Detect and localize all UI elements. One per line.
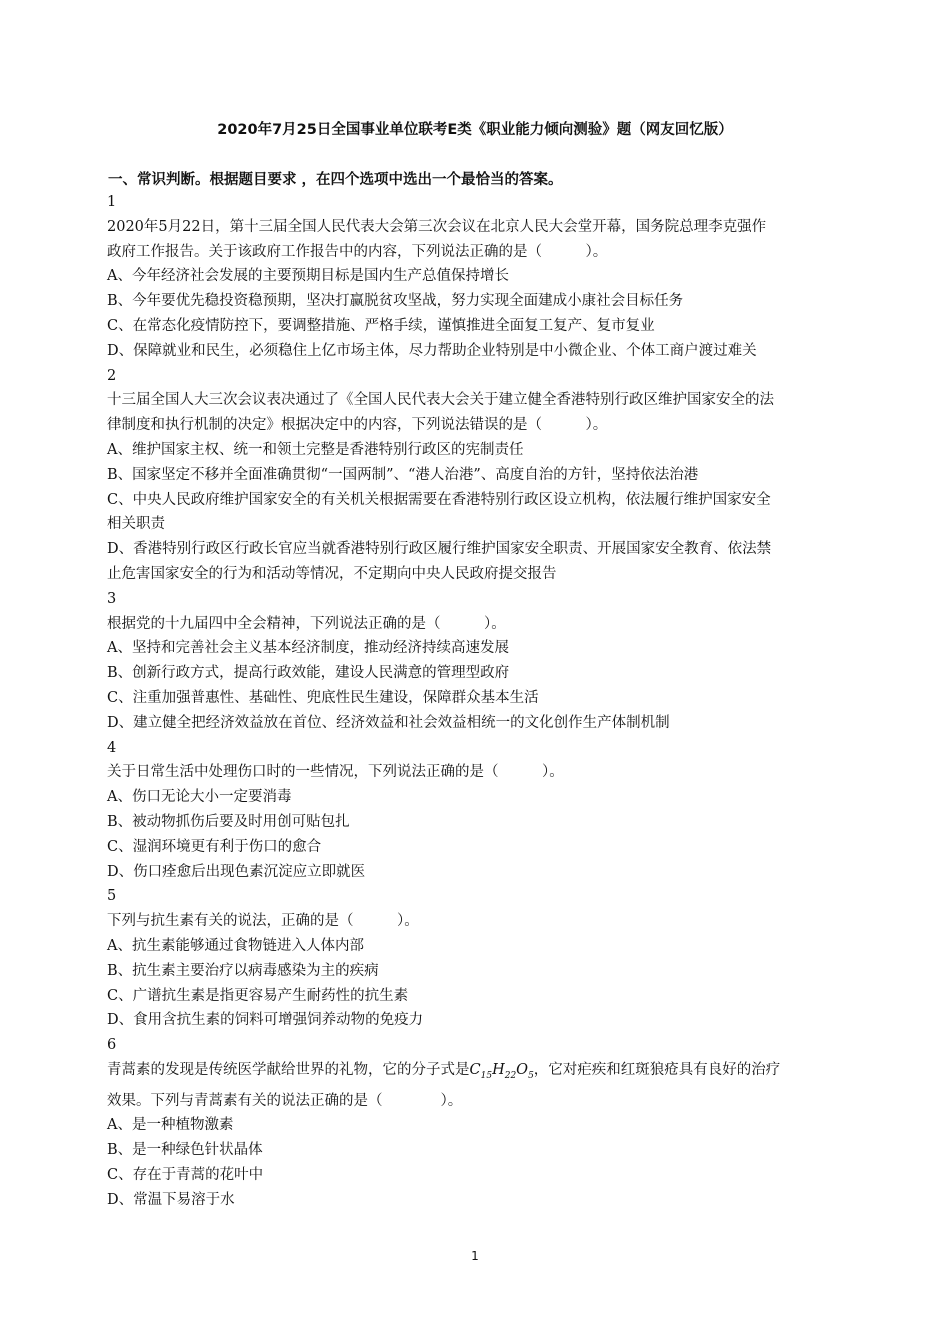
question-block — [107, 587, 877, 736]
option-a: A、维护国家主权、统一和领土完整是香港特别行政区的宪制责任 — [107, 441, 524, 458]
option-c: C、存在于青蒿的花叶中 — [107, 1166, 264, 1183]
option-d-continued: 止危害国家安全的行为和活动等情况，不定期向中央人民政府提交报告 — [107, 565, 557, 582]
formula-subscript-o: 5 — [528, 1070, 534, 1081]
question-number: 5 — [107, 888, 117, 905]
formula-subscript-c: 15 — [480, 1070, 493, 1081]
question-stem-line: 关于日常生活中处理伤口时的一些情况，下列说法正确的是（ ）。 — [107, 764, 564, 781]
question-stem-line: 十三届全国人大三次会议表决通过了《全国人民代表大会关于建立健全香港特别行政区维护国家安全的法 — [107, 392, 774, 409]
question-stem-line: 根据党的十九届四中全会精神，下列说法正确的是（ ）。 — [107, 615, 506, 632]
question-block — [107, 884, 877, 1033]
option-b: B、被动物抓伤后要及时用创可贴包扎 — [107, 813, 350, 830]
page-number: 1 — [471, 1249, 479, 1263]
formula-element-h: H — [492, 1061, 505, 1078]
option-a: A、是一种植物激素 — [107, 1117, 234, 1134]
option-a: A、坚持和完善社会主义基本经济制度，推动经济持续高速发展 — [107, 640, 509, 657]
option-c-continued: 相关职责 — [107, 516, 165, 533]
molecular-formula — [469, 1061, 534, 1081]
option-b: B、是一种绿色针状晶体 — [107, 1142, 263, 1159]
option-b: B、创新行政方式，提高行政效能，建设人民满意的管理型政府 — [107, 665, 510, 682]
stem-text: ，它对疟疾和红斑狼疮具有良好的治疗 — [533, 1061, 781, 1078]
section-heading: 一、常识判断。根据题目要求 ，在四个选项中选出一个最恰当的答案。 — [108, 172, 563, 188]
option-b: B、今年要优先稳投资稳预期，坚决打赢脱贫攻坚战，努力实现全面建成小康社会目标任务 — [107, 293, 684, 310]
question-block — [107, 190, 877, 364]
question-number: 4 — [107, 739, 117, 756]
option-d: D、食用含抗生素的饲料可增强饲养动物的免疫力 — [107, 1012, 424, 1029]
question-block — [107, 736, 877, 885]
option-a: A、伤口无论大小一定要消毒 — [107, 789, 292, 806]
question-block — [107, 364, 877, 587]
question-number: 2 — [107, 367, 117, 384]
formula-element-c: C — [469, 1061, 481, 1078]
option-b: B、国家坚定不移并全面准确贯彻“一国两制”、“港人治港”、高度自治的方针，坚持依法治港 — [107, 466, 699, 483]
option-c: C、注重加强普惠性、基础性、兜底性民生建设，保障群众基本生活 — [107, 689, 539, 706]
document-title: 2020年7月25日全国事业单位联考E类《职业能力倾向测验》题（网友回忆版） — [217, 122, 733, 138]
question-stem-line: 效果。下列与青蒿素有关的说法正确的是（ ）。 — [107, 1092, 463, 1109]
question-stem-line: 律制度和执行机制的决定》根据决定中的内容，下列说法错误的是（ ）。 — [107, 417, 608, 434]
option-a: A、抗生素能够通过食物链进入人体内部 — [107, 937, 364, 954]
formula-subscript-h: 22 — [504, 1070, 517, 1081]
option-c: C、广谱抗生素是指更容易产生耐药性的抗生素 — [107, 987, 409, 1004]
question-stem-line: 政府工作报告。关于该政府工作报告中的内容，下列说法正确的是（ ）。 — [107, 243, 608, 260]
option-d: D、建立健全把经济效益放在首位、经济效益和社会效益相统一的文化创作生产体制机制 — [107, 714, 670, 731]
question-number: 3 — [107, 590, 117, 607]
question-block — [107, 1033, 877, 1212]
stem-text: 青蒿素的发现是传统医学献给世界的礼物，它的分子式是 — [107, 1061, 470, 1078]
option-d: D、伤口痊愈后出现色素沉淀应立即就医 — [107, 863, 366, 880]
option-d: D、保障就业和民生，必须稳住上亿市场主体，尽力帮助企业特别是中小微企业、个体工商户渡过难关 — [107, 342, 757, 359]
formula-element-o: O — [516, 1061, 529, 1078]
question-list — [107, 190, 877, 1213]
option-b: B、抗生素主要治疗以病毒感染为主的疾病 — [107, 962, 379, 979]
question-number: 6 — [107, 1037, 117, 1054]
option-a: A、今年经济社会发展的主要预期目标是国内生产总值保持增长 — [107, 268, 509, 285]
option-d: D、香港特别行政区行政长官应当就香港特别行政区履行维护国家安全职责、开展国家安全教育、依法禁 — [107, 541, 772, 558]
option-d: D、常温下易溶于水 — [107, 1191, 235, 1208]
option-c: C、在常态化疫情防控下，要调整措施、严格手续，谨慎推进全面复工复产、复市复业 — [107, 317, 655, 334]
question-stem-line: 下列与抗生素有关的说法，正确的是（ ）。 — [107, 913, 419, 930]
option-c: C、湿润环境更有利于伤口的愈合 — [107, 838, 322, 855]
question-stem-line — [107, 1058, 877, 1089]
question-stem-line: 2020年5月22日，第十三届全国人民代表大会第三次会议在北京人民大会堂开幕，国务院总理李克强作 — [107, 218, 767, 235]
question-number: 1 — [107, 194, 117, 210]
option-c: C、中央人民政府维护国家安全的有关机关根据需要在香港特别行政区设立机构，依法履行维护国家安全 — [107, 491, 771, 508]
